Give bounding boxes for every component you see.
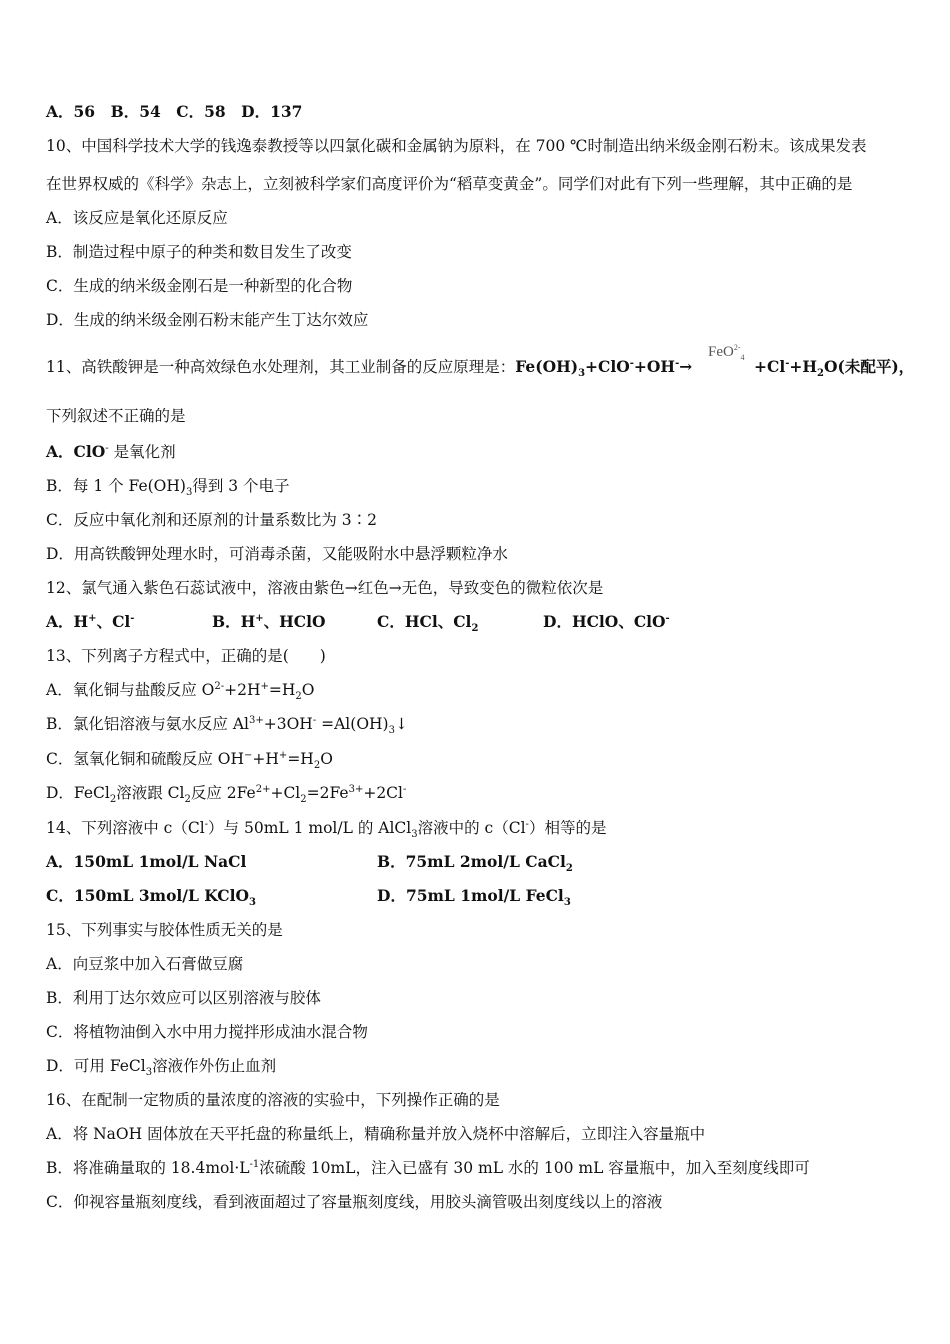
q12-option-a: A．H+、Cl- xyxy=(46,612,135,631)
q15-option-d: D．可用 FeCl$_3$溶液作外伤止血剂 xyxy=(46,1057,277,1079)
q13-stem: 13、下列离子方程式中，正确的是( ) xyxy=(46,647,326,665)
q10-option-a: A．该反应是氧化还原反应 xyxy=(46,209,228,227)
q13-option-c: C．氢氧化铜和硫酸反应 $OH^-+H^+=H_2O$ xyxy=(46,749,333,772)
q12-stem: 12、氯气通入紫色石蕊试液中，溶液由紫色→红色→无色，导致变色的微粒依次是 xyxy=(46,579,604,597)
q11-option-a: A．ClO- 是氧化剂 xyxy=(46,442,176,461)
q11-stem-line2: 下列叙述不正确的是 xyxy=(46,407,186,425)
q14-option-a: A．150mL 1mol/L NaCl xyxy=(46,852,247,871)
q14-stem: 14、下列溶液中 c（Cl-）与 50mL 1 mol/L 的 AlCl$_3$溶液中的 c（Cl-）相等的是 xyxy=(46,818,607,841)
q12-option-d: D．HClO、ClO- xyxy=(543,612,670,631)
q11-stem-line1 xyxy=(46,357,693,380)
q14-option-b: B．75mL 2mol/L CaCl$_2$ xyxy=(377,852,573,875)
q11-option-c: C．反应中氧化剂和还原剂的计量系数比为 3∶2 xyxy=(46,511,378,529)
q11-equation-left: $Fe(OH)_3+ClO^-+OH^-\to$ xyxy=(515,357,693,380)
q15-option-c: C．将植物油倒入水中用力搅拌形成油水混合物 xyxy=(46,1023,368,1041)
q16-option-c: C．仰视容量瓶刻度线，看到液面超过了容量瓶刻度线，用胶头滴管吸出刻度线以上的溶液 xyxy=(46,1193,663,1211)
q15-option-b: B．利用丁达尔效应可以区别溶液与胶体 xyxy=(46,989,321,1007)
q14-option-d: D．75mL 1mol/L FeCl$_3$ xyxy=(377,886,571,909)
q11-stem-text: 11、高铁酸钾是一种高效绿色水处理剂，其工业制备的反应原理是： xyxy=(46,358,516,376)
q16-option-a: A．将 NaOH 固体放在天平托盘的称量纸上，精确称量并放入烧杯中溶解后，立即注入容量瓶中 xyxy=(46,1125,706,1143)
q15-option-a: A．向豆浆中加入石膏做豆腐 xyxy=(46,955,244,973)
q13-option-b: B．氯化铝溶液与氨水反应 $Al^{3+}+3OH^-$ $=Al(OH)_3↓$ xyxy=(46,714,408,737)
q11-option-d: D．用高铁酸钾处理水时，可消毒杀菌，又能吸附水中悬浮颗粒净水 xyxy=(46,545,508,563)
q16-stem: 16、在配制一定物质的量浓度的溶液的实验中，下列操作正确的是 xyxy=(46,1091,500,1109)
q10-option-d: D．生成的纳米级金刚石粉末能产生丁达尔效应 xyxy=(46,311,369,329)
q12-option-c: C．HCl、$Cl_2$ xyxy=(377,612,479,635)
q15-stem: 15、下列事实与胶体性质无关的是 xyxy=(46,921,283,939)
q11-equation-right: $+Cl^-+H_2O$(未配平)， xyxy=(754,357,915,380)
q14-option-c: C．150mL 3mol/L KClO$_3$ xyxy=(46,886,257,909)
q16-option-b: B．将准确量取的 $18.4mol\cdot L^{-1}$浓硫酸 10mL，注入已盛有 30 mL 水的 100 mL 容量瓶中，加入至刻度线即可 xyxy=(46,1158,810,1177)
q13-option-d: D．FeCl$_2$溶液跟 $Cl_2$反应 $2Fe^{2+}+Cl_2=2Fe^{3+}+2Cl^-$ xyxy=(46,783,407,806)
q10-stem-line2: 在世界权威的《科学》杂志上，立刻被科学家们高度评价为“稻草变黄金”。同学们对此有下列一些理解，其中正确的是 xyxy=(46,175,853,193)
q11-option-b: B．每 1 个 $Fe(OH)_3$得到 3 个电子 xyxy=(46,477,290,499)
q10-option-b: B．制造过程中原子的种类和数目发生了改变 xyxy=(46,243,352,261)
q12-option-b: B．H+、HClO xyxy=(212,612,326,631)
q10-option-c: C．生成的纳米级金刚石是一种新型的化合物 xyxy=(46,277,353,295)
q11-feo4-formula-image: FeO$^{2-}_4$ xyxy=(708,343,745,362)
q10-stem-line1: 10、中国科学技术大学的钱逸泰教授等以四氯化碳和金属钠为原料，在 700 ℃时制造出纳米级金刚石粉末。该成果发表 xyxy=(46,137,867,155)
q9-options: A．56 B．54 C．58 D．137 xyxy=(46,102,303,121)
q13-option-a: A．氧化铜与盐酸反应 $O^{2-}+2H^+=H_2O$ xyxy=(46,680,315,703)
